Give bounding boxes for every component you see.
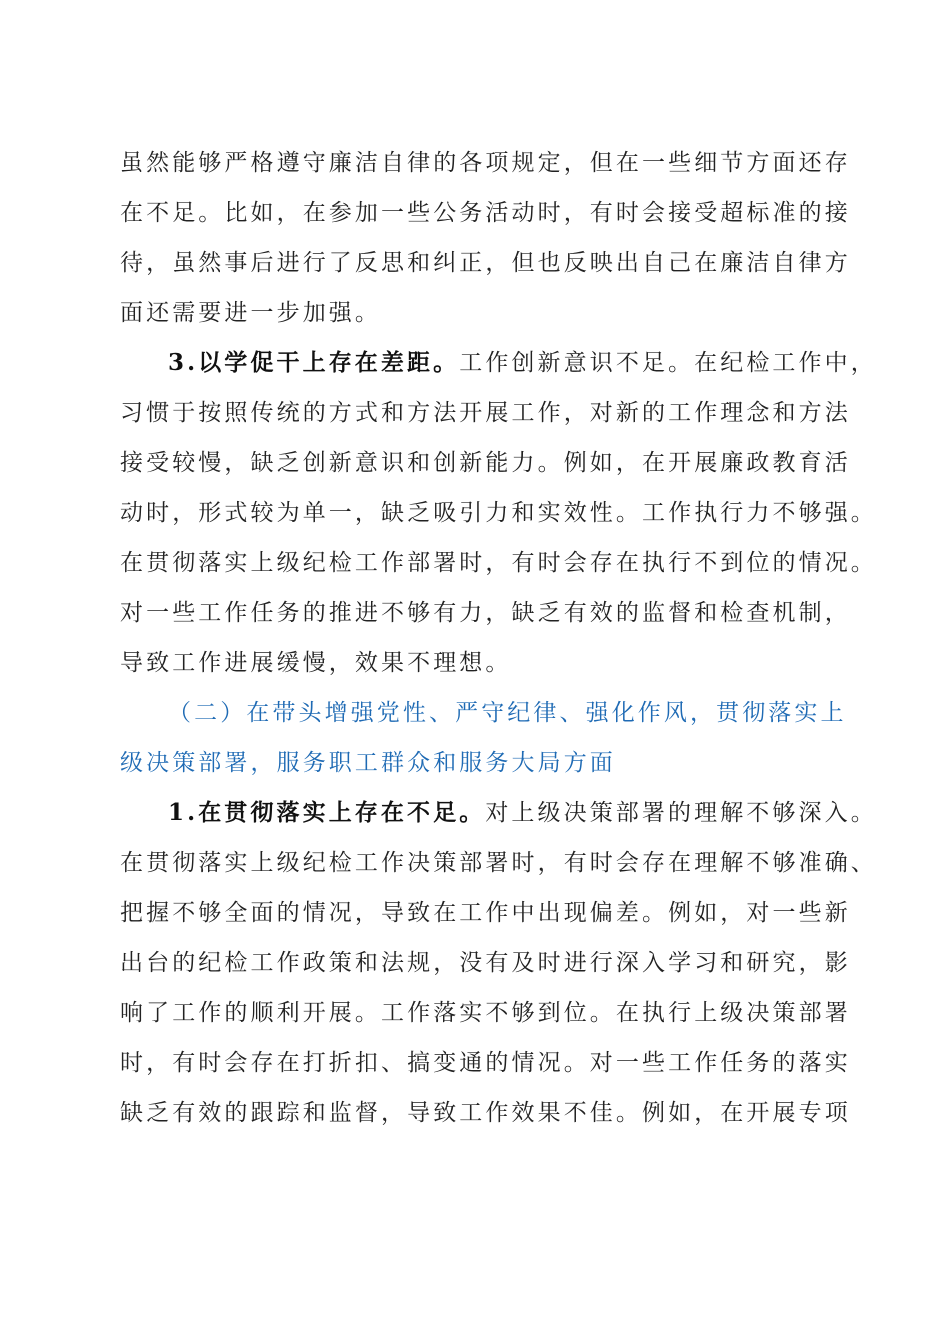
paragraph-line — [120, 988, 851, 1038]
section-2-heading — [168, 688, 888, 738]
line-text: 习惯于按照传统的方式和方法开展工作，对新的工作理念和方法 — [120, 400, 851, 426]
paragraph-line — [120, 1038, 851, 1088]
line-text: 动时，形式较为单一，缺乏吸引力和实效性。工作执行力不够强。 — [120, 500, 877, 526]
paragraph-line — [120, 638, 840, 688]
section-3-first-line — [168, 338, 888, 388]
line-text: 缺乏有效的跟踪和监督，导致工作效果不佳。例如，在开展专项 — [120, 1100, 851, 1126]
heading-text: （二）在带头增强党性、严守纪律、强化作风，贯彻落实上 — [168, 700, 847, 726]
line-text: 待，虽然事后进行了反思和纠正，但也反映出自己在廉洁自律方 — [120, 250, 851, 276]
paragraph-line — [120, 188, 851, 238]
line-text: 面还需要进一步加强。 — [120, 300, 381, 326]
line-text: 把握不够全面的情况，导致在工作中出现偏差。例如，对一些新 — [120, 900, 851, 926]
line-text: 工作创新意识不足。在纪检工作中， — [459, 350, 877, 376]
line-text: 对上级决策部署的理解不够深入。 — [485, 800, 877, 826]
paragraph-line — [120, 288, 840, 338]
line-text: 虽然能够严格遵守廉洁自律的各项规定，但在一些细节方面还存 — [120, 150, 851, 176]
heading-text: 级决策部署，服务职工群众和服务大局方面 — [120, 750, 616, 776]
line-text: 在贯彻落实上级纪检工作决策部署时，有时会存在理解不够准确、 — [120, 850, 877, 876]
paragraph-line — [120, 438, 851, 488]
paragraph-line — [120, 838, 877, 888]
paragraph-line — [120, 488, 877, 538]
paragraph-line — [120, 888, 851, 938]
line-text: 响了工作的顺利开展。工作落实不够到位。在执行上级决策部署 — [120, 1000, 851, 1026]
line-text: 时，有时会存在打折扣、搞变通的情况。对一些工作任务的落实 — [120, 1050, 851, 1076]
paragraph-line — [120, 388, 851, 438]
section-3-title: 3.以学促干上存在差距。 — [168, 349, 460, 376]
subsection-1-first-line — [168, 788, 888, 838]
subsection-1-title: 1.在贯彻落实上存在不足。 — [168, 799, 486, 826]
paragraph-line — [120, 238, 851, 288]
section-2-heading-cont — [120, 738, 840, 788]
line-text: 对一些工作任务的推进不够有力，缺乏有效的监督和检查机制， — [120, 600, 851, 626]
paragraph-line — [120, 138, 851, 188]
paragraph-line — [120, 588, 851, 638]
line-text: 接受较慢，缺乏创新意识和创新能力。例如，在开展廉政教育活 — [120, 450, 851, 476]
line-text: 在不足。比如，在参加一些公务活动时，有时会接受超标准的接 — [120, 200, 851, 226]
line-text: 在贯彻落实上级纪检工作部署时，有时会存在执行不到位的情况。 — [120, 550, 877, 576]
line-text: 出台的纪检工作政策和法规，没有及时进行深入学习和研究，影 — [120, 950, 851, 976]
line-text: 导致工作进展缓慢，效果不理想。 — [120, 650, 512, 676]
paragraph-line — [120, 538, 877, 588]
paragraph-line — [120, 1088, 851, 1138]
paragraph-line — [120, 938, 851, 988]
